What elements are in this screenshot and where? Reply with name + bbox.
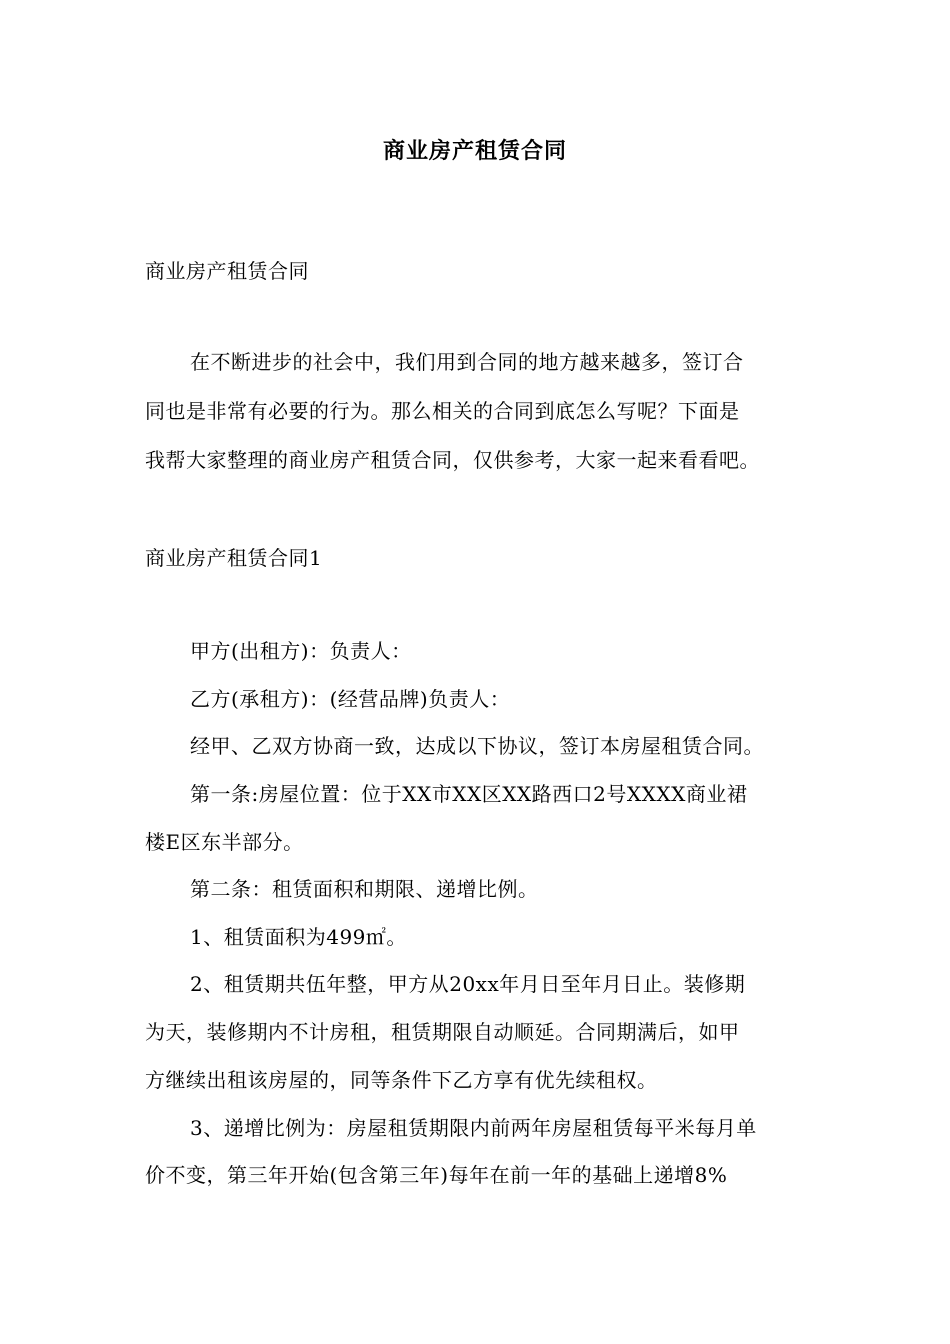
document-title: 商业房产租赁合同 xyxy=(382,139,567,164)
body-line: 方继续出租该房屋的，同等条件下乙方享有优先续租权。 xyxy=(145,1068,658,1092)
body-line: 价不变，第三年开始(包含第三年)每年在前一年的基础上递增8% xyxy=(145,1163,728,1187)
section-heading: 商业房产租赁合同1 xyxy=(145,546,323,570)
intro-line: 同也是非常有必要的行为。那么相关的合同到底怎么写呢？下面是 xyxy=(145,399,740,423)
intro-line: 在不断进步的社会中，我们用到合同的地方越来越多，签订合 xyxy=(190,350,744,374)
body-line: 楼E区东半部分。 xyxy=(145,830,304,854)
body-line: 甲方(出租方)：负责人： xyxy=(190,639,412,663)
body-line: 第一条:房屋位置：位于XX市XX区XX路西口2号XXXX商业裙 xyxy=(190,782,748,806)
intro-line: 我帮大家整理的商业房产租赁合同，仅供参考，大家一起来看看吧。 xyxy=(145,448,760,472)
body-line: 乙方(承租方)：(经营品牌)负责人： xyxy=(190,687,511,711)
document-subtitle: 商业房产租赁合同 xyxy=(145,259,309,283)
body-line: 3、递增比例为：房屋租赁期限内前两年房屋租赁每平米每月单 xyxy=(190,1116,757,1140)
body-line: 经甲、乙双方协商一致，达成以下协议，签订本房屋租赁合同。 xyxy=(190,734,764,758)
body-line: 2、租赁期共伍年整，甲方从20xx年月日至年月日止。装修期 xyxy=(190,972,746,996)
body-line: 第二条：租赁面积和期限、递增比例。 xyxy=(190,877,539,901)
body-line: 1、租赁面积为499㎡。 xyxy=(190,925,407,949)
body-line: 为天，装修期内不计房租，租赁期限自动顺延。合同期满后，如甲 xyxy=(145,1020,740,1044)
